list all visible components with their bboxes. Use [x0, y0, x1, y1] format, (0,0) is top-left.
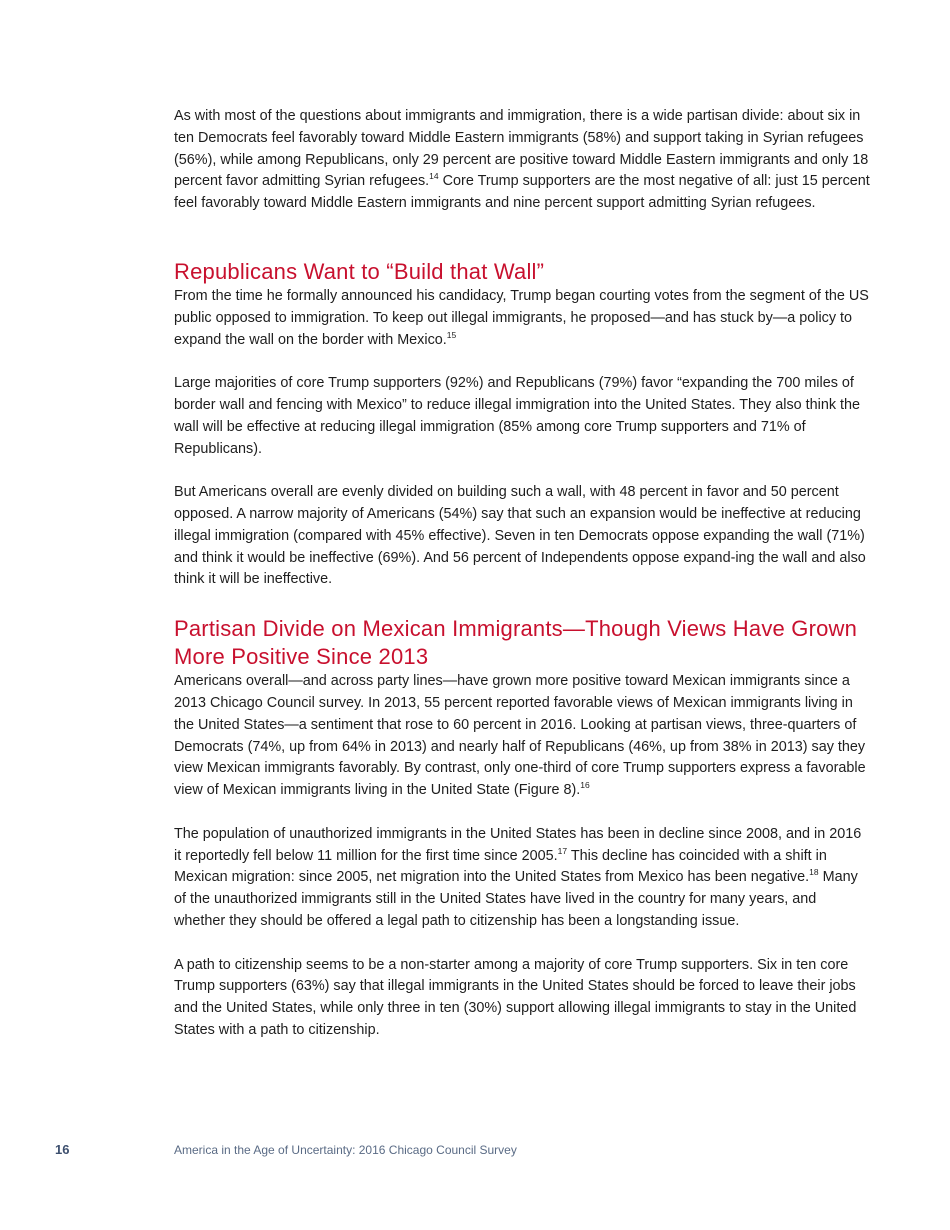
- paragraph-partisan-divide: As with most of the questions about immigrants and immigration, there is a wide partisan divide: about six in ten Democrats feel favorably toward Middle Eastern immigrants (58%) and support taking in Syrian refugees (56%), while among Republicans, only 29 percent are positive toward Middle Eastern immigrants and only 18 percent favor admitting Syrian refugees.$^{14}$ Core Trump supporters are the most negative of all: just 15 percent feel favorably toward Middle Eastern immigrants and nine percent support admitting Syrian refugees.: [174, 108, 870, 212]
- footnote-ref: 17: [557, 845, 568, 856]
- paragraph-majorities: Large majorities of core Trump supporters (92%) and Republicans (79%) favor “expanding the 700 miles of border wall and fencing with Mexico” to reduce illegal immigration into the United States. They also think the wall will be effective at reducing illegal immigration (85% among core Trump supporters and 71% of Republicans).: [174, 375, 861, 457]
- paragraph-path-to-citizenship: A path to citizenship seems to be a non-starter among a majority of core Trump supporters. Six in ten core Trump supporters (63%) say that illegal immigrants in the United States should be forced to leave their jobs and the United States, while only three in ten (30%) support allowing illegal immigrants to stay in the United States with a path to citizenship.: [174, 956, 857, 1038]
- article-body: [174, 106, 870, 1042]
- paragraph-divided: But Americans overall are evenly divided on building such a wall, with 48 percent in favor and 50 percent opposed. A narrow majority of Americans (54%) say that such an expansion would be ineffective at reducing illegal immigration (compared with 45% effective). Seven in ten Democrats oppose expanding the wall (71%) and think it would be ineffective (69%). And 56 percent of Independents oppose expand-ing the wall and also think it will be ineffective.: [174, 484, 866, 588]
- footnote-ref: 15: [446, 329, 457, 340]
- footnote-ref: 18: [809, 867, 819, 878]
- footnote-ref: 14: [429, 171, 439, 182]
- paragraph-unauthorized: The population of unauthorized immigrants in the United States has been in decline since 2008, and in 2016 it reportedly fell below 11 million for the first time since 2005.17 This decline has coincided with a shift in Mexican migration: since 2005, net migration into the United States from Mexico has been negative.$^{18}$ Many of the unauthorized immigrants still in the United States have lived in the country for many years, and whether they should be offered a legal path to citizenship has been a longstanding issue.: [174, 825, 862, 929]
- footnote-ref: 16: [580, 780, 590, 791]
- paragraph-candidacy: From the time he formally announced his candidacy, Trump began courting votes from the segment of the US public opposed to immigration. To keep out illegal immigrants, he proposed—and has stuck by—a policy to expand the wall on the border with Mexico.$^{15}$: [174, 287, 869, 348]
- footer-title: America in the Age of Uncertainty: 2016 Chicago Council Survey: [174, 1143, 517, 1157]
- paragraph-mexican-views: Americans overall—and across party lines—have grown more positive toward Mexican immigrants since a 2013 Chicago Council survey. In 2013, 55 percent reported favorable views of Mexican immigrants living in the United States—a sentiment that rose to 60 percent in 2016. Looking at partisan views, three-quarters of Democrats (74%, up from 64% in 2013) and nearly half of Republicans (46%, up from 38% in 2013) say they view Mexican immigrants favorably. By contrast, only one-third of core Trump supporters express a favorable view of Mexican immigrants living in the United State (Figure 8).$^{16}$: [174, 673, 866, 799]
- section-heading-wall: Republicans Want to “Build that Wall”: [174, 258, 545, 284]
- page-number: 16: [55, 1142, 70, 1157]
- section-heading-mexican-immigrants: Partisan Divide on Mexican Immigrants—Though Views Have Grown More Positive Since 2013: [174, 616, 858, 670]
